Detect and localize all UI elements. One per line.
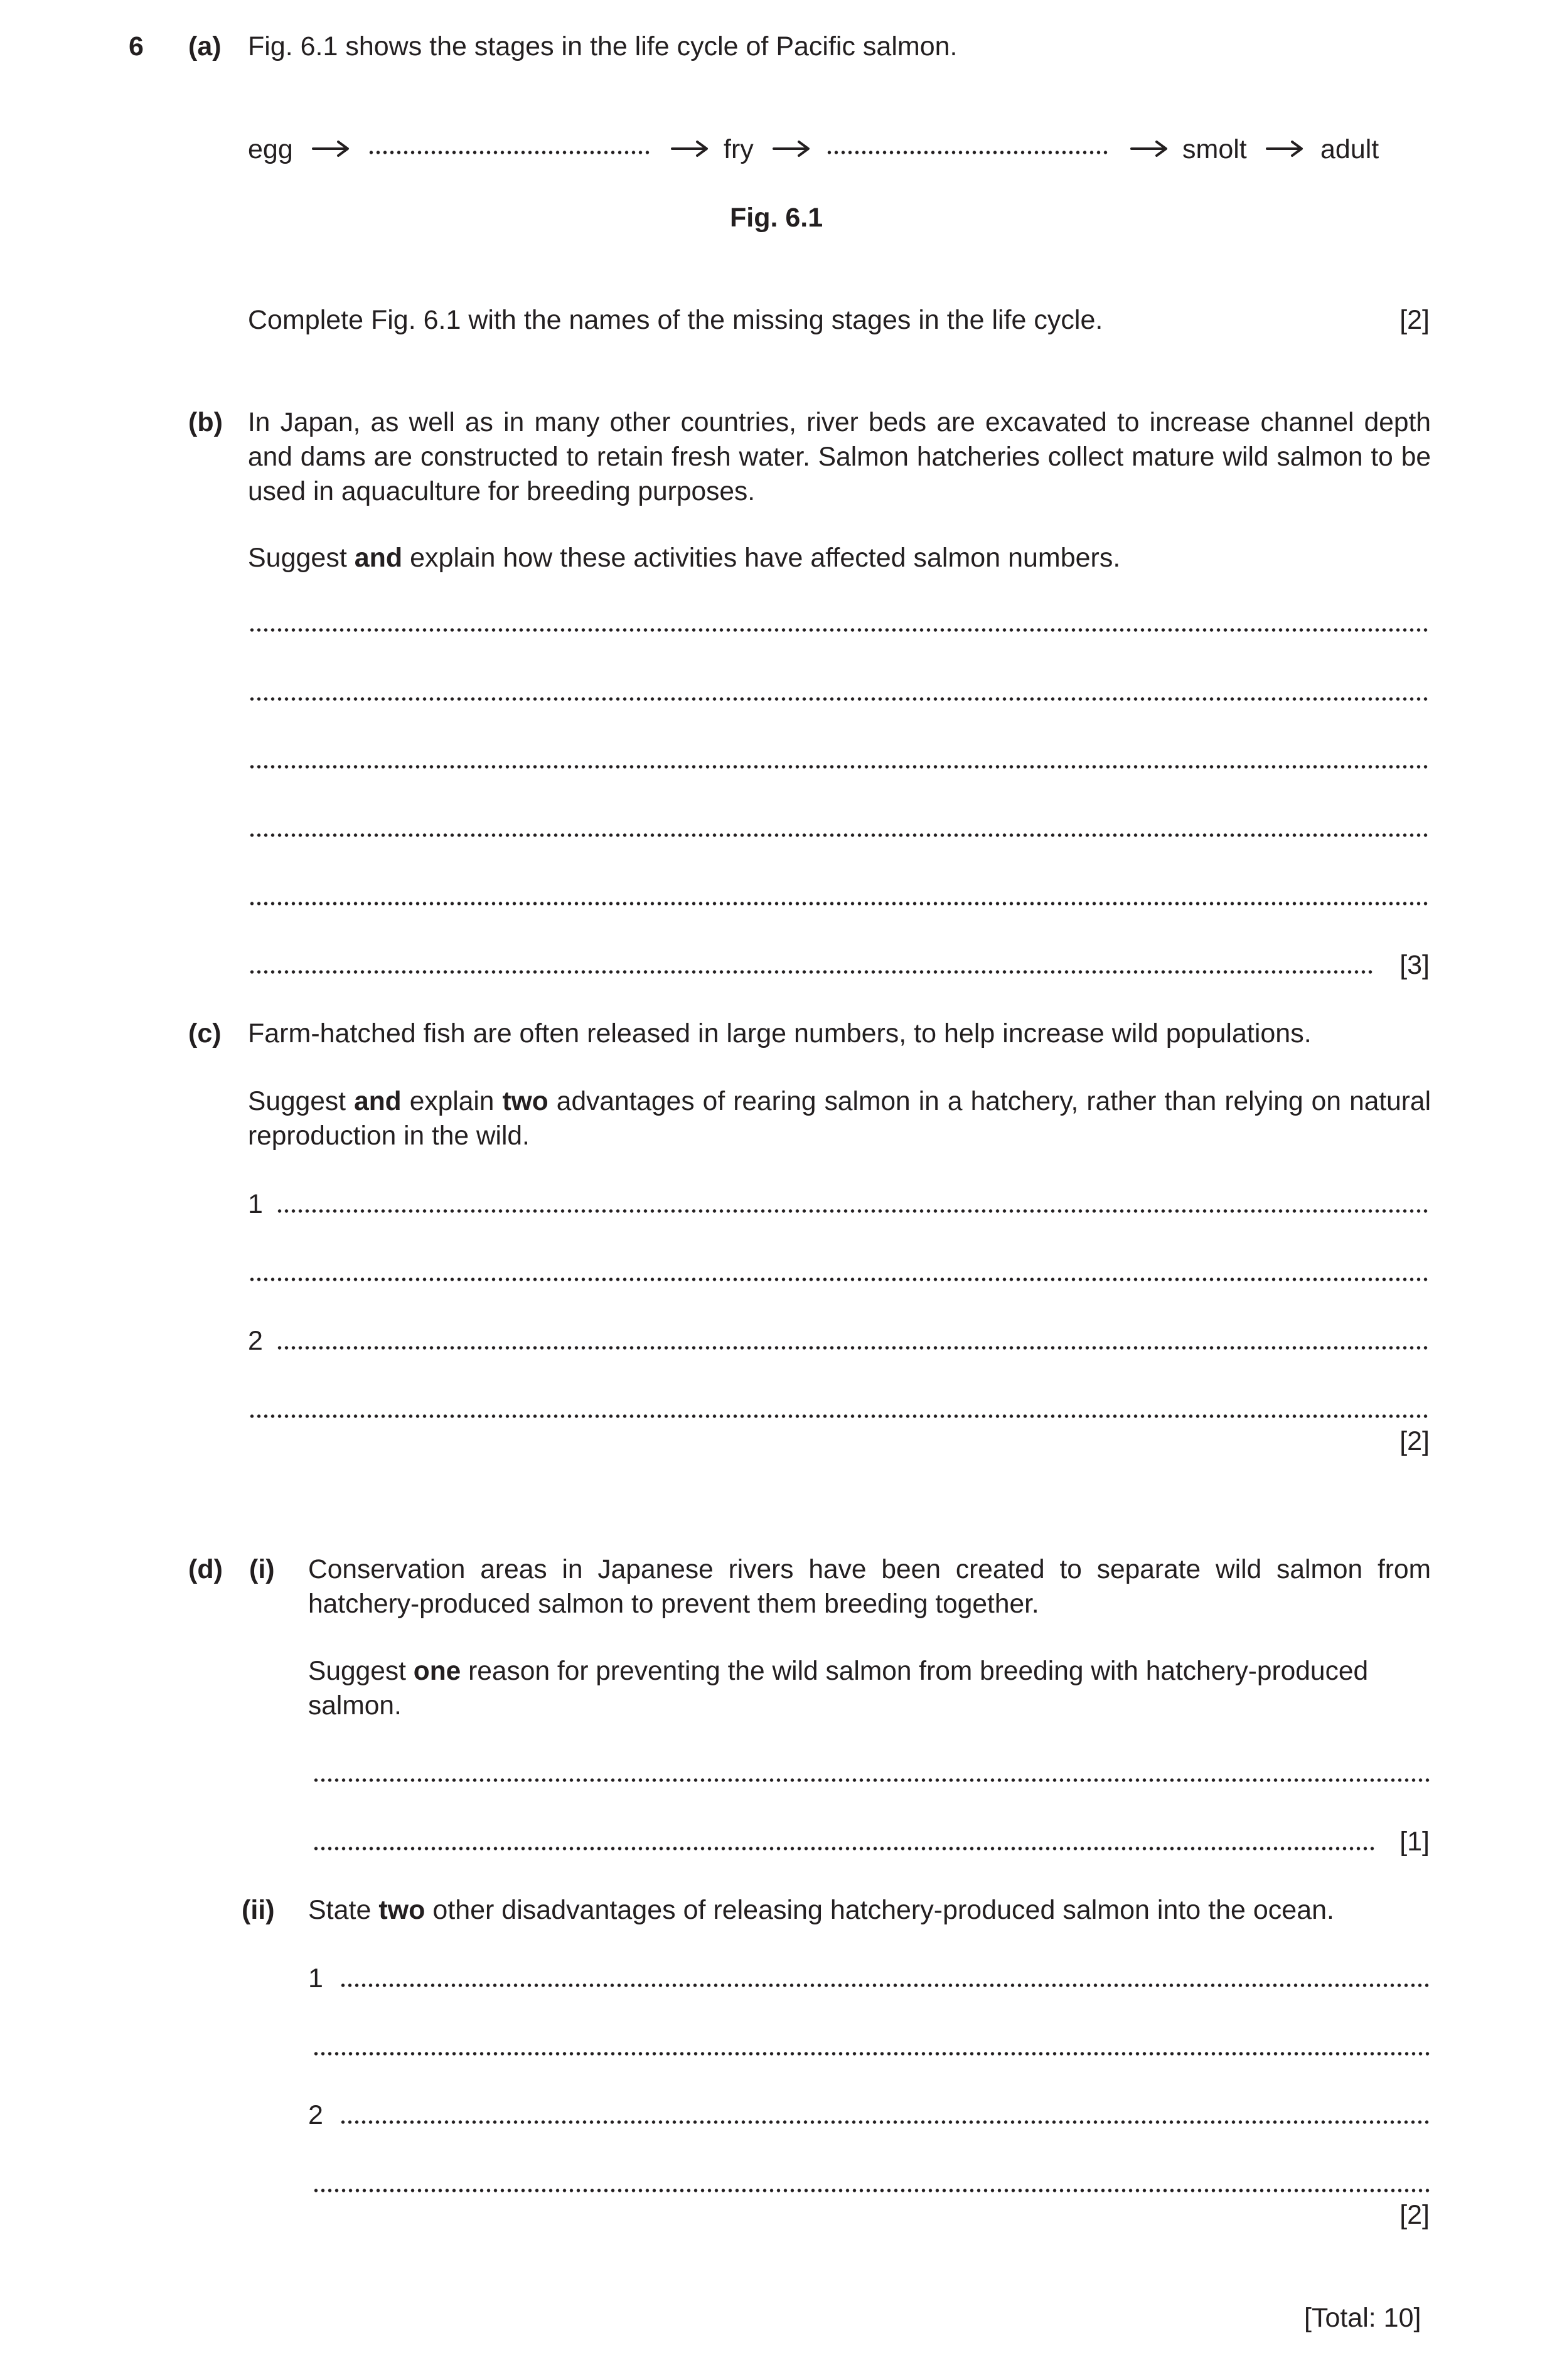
answer-line[interactable] xyxy=(249,1411,1430,1421)
answer-line[interactable] xyxy=(340,1980,1430,1990)
stage-egg: egg xyxy=(248,134,293,164)
part-d-i-marks: [1] xyxy=(1399,1827,1430,1857)
part-a-marks: [2] xyxy=(1399,305,1430,335)
part-a-intro: Fig. 6.1 shows the stages in the life cycle of Pacific salmon. xyxy=(248,31,958,61)
answer-line[interactable] xyxy=(249,830,1430,840)
arrow-right-icon xyxy=(312,139,351,158)
answer-blank-stage-2[interactable] xyxy=(368,147,652,157)
part-b-marks: [3] xyxy=(1399,950,1430,980)
part-b-prompt: Suggest and explain how these activities have affected salmon numbers. xyxy=(248,543,1121,573)
part-d-i-label: (i) xyxy=(249,1554,275,1584)
answer-line[interactable] xyxy=(276,1206,1430,1216)
answer-number: 2 xyxy=(308,2100,323,2130)
part-c-label: (c) xyxy=(188,1018,222,1049)
answer-line[interactable] xyxy=(313,2049,1430,2059)
part-d-ii-label: (ii) xyxy=(242,1895,275,1925)
part-b-text: In Japan, as well as in many other countries, river beds are excavated to increase channel depth and dams are constructed to retain fresh water. Salmon hatcheries collect mature wild salmon to be used in aquaculture for breeding purposes. xyxy=(248,408,1431,506)
part-d-i-prompt: Suggest one reason for preventing the wild salmon from breeding with hatchery-produced salmon. xyxy=(308,1657,1369,1721)
answer-line[interactable] xyxy=(249,694,1430,704)
stage-fry: fry xyxy=(724,134,754,164)
answer-line[interactable] xyxy=(249,1274,1430,1284)
answer-line[interactable] xyxy=(249,625,1430,635)
part-c-marks: [2] xyxy=(1399,1426,1430,1456)
answer-line[interactable] xyxy=(313,1775,1430,1785)
answer-number: 2 xyxy=(248,1326,263,1356)
arrow-right-icon xyxy=(773,139,811,158)
part-a-label: (a) xyxy=(188,31,222,61)
part-a-instruction: Complete Fig. 6.1 with the names of the missing stages in the life cycle. xyxy=(248,305,1103,335)
stage-adult: adult xyxy=(1320,134,1379,164)
part-d-ii-marks: [2] xyxy=(1399,2200,1430,2230)
part-d-ii-prompt: State two other disadvantages of releasing hatchery-produced salmon into the ocean. xyxy=(308,1895,1334,1925)
answer-line[interactable] xyxy=(340,2117,1430,2127)
part-c-text: Farm-hatched fish are often released in large numbers, to help increase wild populations. xyxy=(248,1018,1312,1049)
answer-line[interactable] xyxy=(249,967,1374,977)
answer-line[interactable] xyxy=(313,1844,1374,1854)
answer-line[interactable] xyxy=(249,762,1430,772)
answer-number: 1 xyxy=(308,1963,323,1993)
total-marks: [Total: 10] xyxy=(1304,2303,1421,2333)
stage-smolt: smolt xyxy=(1182,134,1247,164)
answer-line[interactable] xyxy=(249,899,1430,909)
arrow-right-icon xyxy=(671,139,710,158)
answer-line[interactable] xyxy=(313,2185,1430,2196)
answer-blank-stage-4[interactable] xyxy=(826,147,1110,157)
part-c-prompt: Suggest and explain two advantages of rearing salmon in a hatchery, rather than relying on natural reproduction in the wild. xyxy=(248,1087,1431,1151)
figure-caption: Fig. 6.1 xyxy=(730,203,823,233)
answer-number: 1 xyxy=(248,1189,263,1219)
answer-line[interactable] xyxy=(276,1343,1430,1353)
arrow-right-icon xyxy=(1266,139,1305,158)
arrow-right-icon xyxy=(1130,139,1169,158)
part-b-label: (b) xyxy=(188,407,223,437)
part-d-i-text: Conservation areas in Japanese rivers have been created to separate wild salmon from hatchery-produced salmon to prevent them breeding together. xyxy=(308,1555,1431,1619)
part-d-label: (d) xyxy=(188,1554,223,1584)
question-number: 6 xyxy=(129,31,144,61)
